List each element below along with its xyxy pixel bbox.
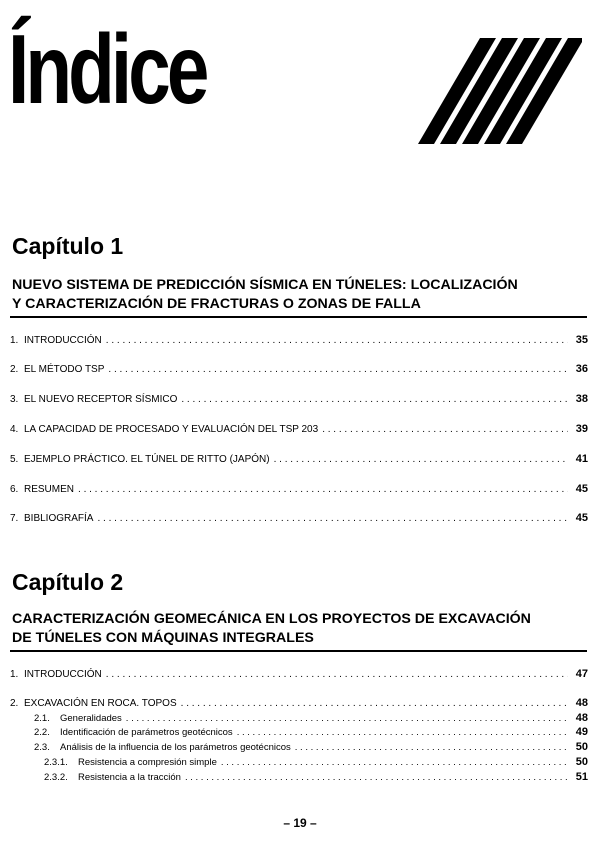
chapter-1-heading (12, 276, 588, 314)
toc-num: 3. (10, 394, 19, 405)
toc-page: 49 (575, 726, 588, 738)
toc-page: 48 (575, 697, 588, 709)
toc-page: 45 (575, 483, 588, 495)
toc-page: 38 (575, 393, 588, 405)
toc-num: 2. (10, 364, 19, 375)
toc-title: INTRODUCCIÓN (24, 335, 102, 346)
toc-page: 47 (575, 668, 588, 680)
chapter-2-heading-line2: DE TÚNELES CON MÁQUINAS INTEGRALES (12, 630, 314, 646)
toc-num: 1. (10, 669, 19, 680)
toc-title: Resistencia a la tracción (78, 772, 181, 783)
toc-leader-dots (126, 713, 568, 724)
toc-subrow[interactable] (34, 726, 588, 738)
toc-num: 5. (10, 454, 19, 465)
chapter-2-heading-line1: CARACTERIZACIÓN GEOMECÁNICA EN LOS PROYECTOS DE EXCAVACIÓN (12, 611, 531, 627)
toc-page: 36 (575, 363, 588, 375)
toc-leader-dots (97, 513, 568, 524)
toc-page: 39 (575, 423, 588, 435)
toc-title: Resistencia a compresión simple (78, 757, 217, 768)
toc-title: EL NUEVO RECEPTOR SÍSMICO (24, 394, 178, 405)
toc-page: 45 (575, 512, 588, 524)
chapter-1-label: Capítulo 1 (12, 233, 124, 259)
toc-title: EXCAVACIÓN EN ROCA. TOPOS (24, 698, 177, 709)
toc-subrow[interactable] (34, 741, 588, 753)
chapter-2-label: Capítulo 2 (12, 569, 124, 595)
toc-title: BIBLIOGRAFÍA (24, 513, 94, 524)
toc-leader-dots (181, 394, 568, 405)
toc-leader-dots (274, 454, 568, 465)
toc-num: 2.2. (34, 727, 50, 738)
toc-row[interactable] (10, 423, 588, 435)
toc-leader-dots (106, 669, 568, 680)
toc-row[interactable] (10, 668, 588, 680)
chapter-2-heading (12, 610, 588, 648)
toc-title: Análisis de la influencia de los parámetros geotécnicos (60, 742, 291, 753)
toc-num: 1. (10, 335, 19, 346)
toc-leader-dots (181, 698, 568, 709)
toc-leader-dots (185, 772, 568, 783)
toc-row[interactable] (10, 512, 588, 524)
toc-num: 2.3.2. (44, 772, 68, 783)
chapter-1-heading-line2: Y CARACTERIZACIÓN DE FRACTURAS O ZONAS DE FALLA (12, 296, 421, 312)
toc-num: 4. (10, 424, 19, 435)
toc-leader-dots (221, 757, 568, 768)
toc-num: 7. (10, 513, 19, 524)
toc-leader-dots (237, 727, 568, 738)
toc-page: 48 (575, 712, 588, 724)
toc-num: 2.3.1. (44, 757, 68, 768)
chapter-2-rule (10, 650, 587, 652)
toc-row[interactable] (10, 453, 588, 465)
toc-title: Generalidades (60, 713, 122, 724)
toc-leader-dots (295, 742, 568, 753)
toc-row[interactable] (10, 483, 588, 495)
toc-leader-dots (322, 424, 568, 435)
toc-page: 50 (575, 756, 588, 768)
toc-num: 2.3. (34, 742, 50, 753)
toc-row[interactable] (10, 697, 588, 709)
toc-row[interactable] (10, 393, 588, 405)
toc-title: INTRODUCCIÓN (24, 669, 102, 680)
chapter-1-rule (10, 316, 587, 318)
page-title: Índice (8, 14, 206, 124)
toc-leader-dots (106, 335, 568, 346)
toc-page: 35 (575, 334, 588, 346)
toc-page: 51 (575, 771, 588, 783)
toc-title: Identificación de parámetros geotécnicos (60, 727, 233, 738)
toc-row[interactable] (10, 334, 588, 346)
toc-subsubrow[interactable] (44, 771, 588, 783)
toc-page: 41 (575, 453, 588, 465)
toc-subrow[interactable] (34, 712, 588, 724)
diagonal-stripes-decoration (418, 38, 582, 144)
toc-leader-dots (108, 364, 568, 375)
toc-title: EJEMPLO PRÁCTICO. EL TÚNEL DE RITTO (JAPÓN) (24, 454, 270, 465)
toc-num: 6. (10, 484, 19, 495)
chapter-1-heading-line1: NUEVO SISTEMA DE PREDICCIÓN SÍSMICA EN TÚNELES: LOCALIZACIÓN (12, 277, 518, 293)
toc-page: 50 (575, 741, 588, 753)
toc-title: EL MÉTODO TSP (24, 364, 105, 375)
toc-leader-dots (78, 484, 568, 495)
toc-title: RESUMEN (24, 484, 75, 495)
toc-num: 2. (10, 698, 19, 709)
toc-subsubrow[interactable] (44, 756, 588, 768)
toc-num: 2.1. (34, 713, 50, 724)
toc-row[interactable] (10, 363, 588, 375)
toc-title: LA CAPACIDAD DE PROCESADO Y EVALUACIÓN DEL TSP 203 (24, 424, 319, 435)
page-number-footer: – 19 – (283, 816, 317, 830)
